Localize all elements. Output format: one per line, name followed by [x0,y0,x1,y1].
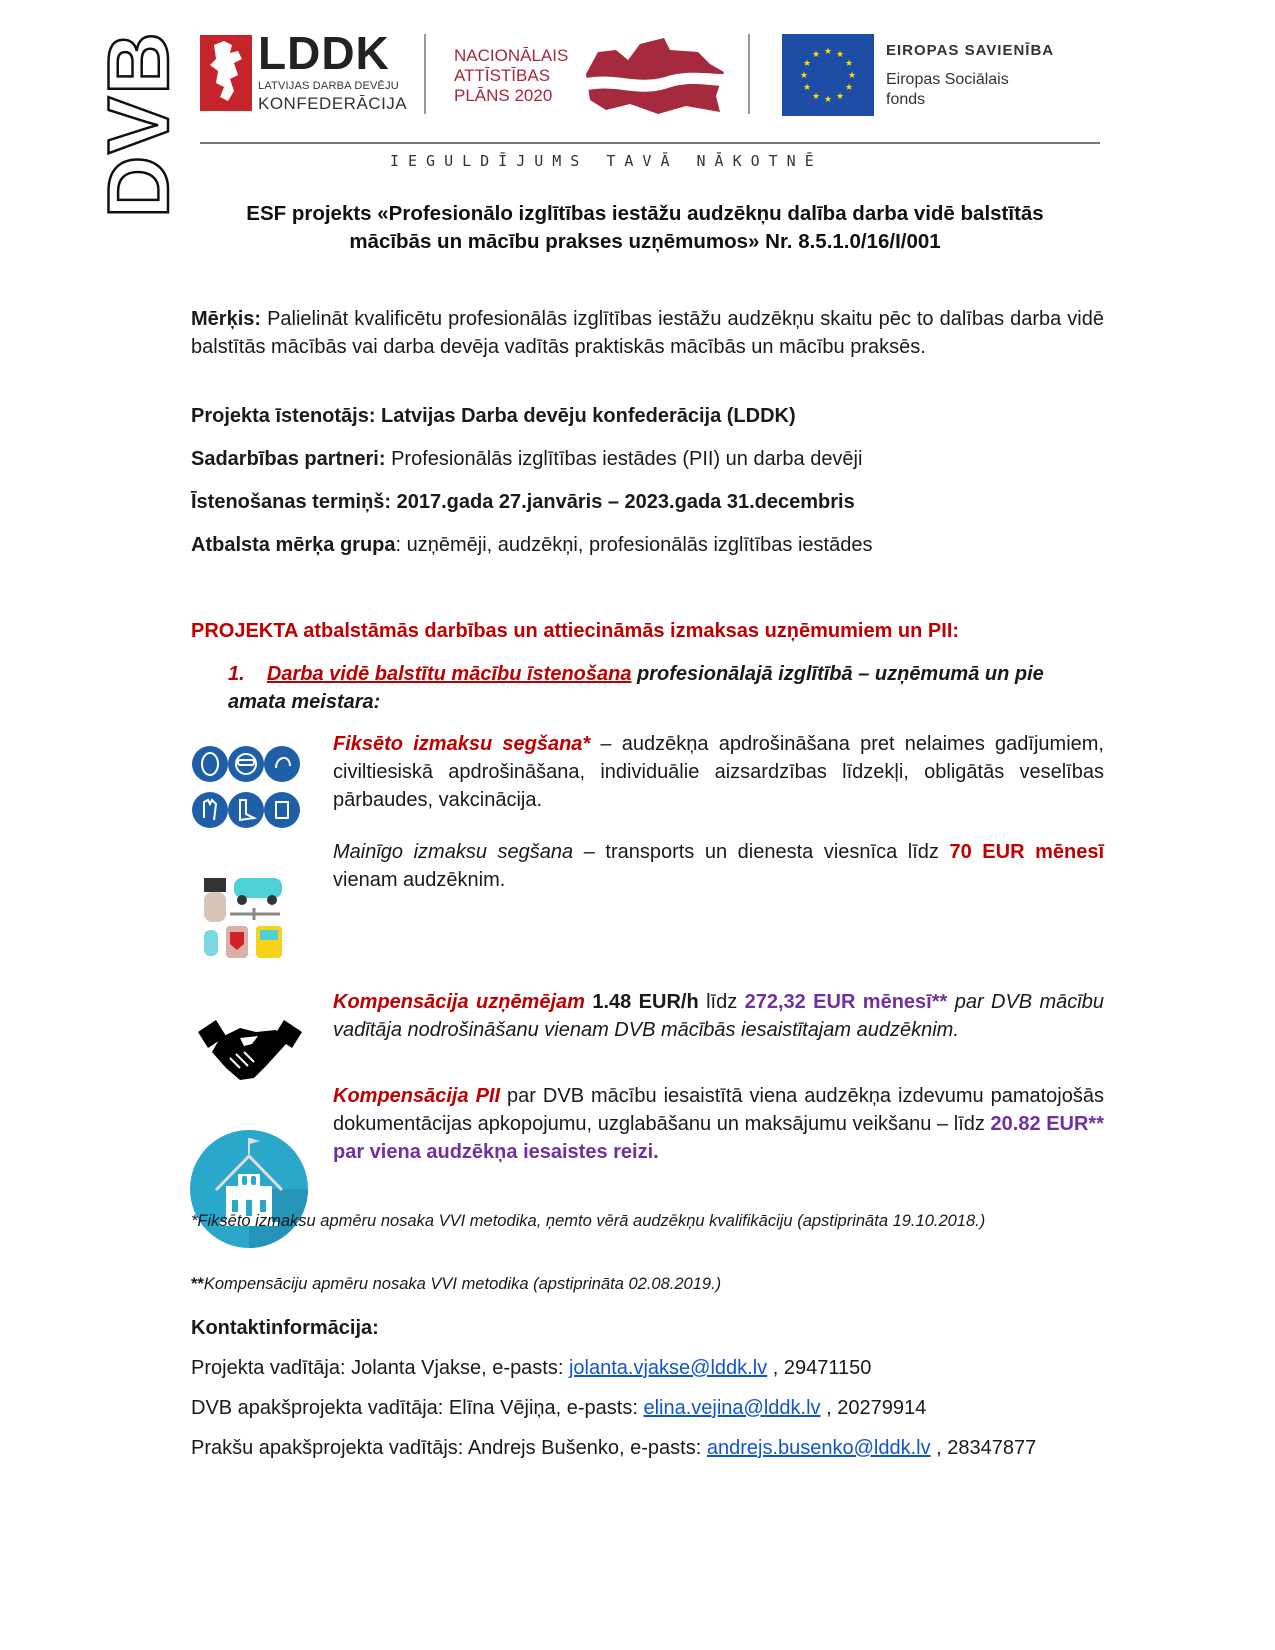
lddk-logo-title: LDDK [258,27,390,79]
term-text: Īstenošanas termiņš: 2017.gada 27.janvāris – 2023.gada 31.decembris [191,491,855,513]
contacts-heading [191,1314,1104,1342]
svg-text:★: ★ [823,47,833,57]
nap-line-1: NACIONĀLAIS [454,46,569,65]
benefit-3-mid: līdz [698,991,745,1013]
term [191,488,1104,516]
target-group [191,531,1104,559]
benefit-2-text: – transports un dienesta viesnīca līdz [573,841,950,863]
footnote-2 [191,1273,1104,1296]
title-line-1: ESF projekts «Profesionālo izglītības iestāžu audzēkņu dalība darba vidē balstītās [246,202,1044,225]
transport-icon [200,872,296,973]
contact-2-phone: , 20279914 [820,1397,927,1419]
item-link: Darba vidē balstītu mācību īstenošana [266,663,632,685]
nap-line-3: PLĀNS 2020 [454,86,553,105]
dvb-side-label: DVB [91,30,187,218]
benefit-variable-costs [333,838,1104,894]
lddk-logo-subtitle-2: KONFEDERĀCIJA [258,94,408,113]
title-line-2: mācībās un mācību prakses uzņēmumos» Nr. 8.5.1.0/16/I/001 [349,230,941,253]
document-title [180,200,1110,256]
contact-row [191,1394,1104,1422]
item-number: 1. [228,663,245,685]
contact-row [191,1434,1104,1462]
lddk-logo-subtitle-1: LATVIJAS DARBA DEVĒJU [258,80,399,92]
implementer-text: Projekta īstenotājs: Latvijas Darba devēju konfederācija (LDDK) [191,405,796,427]
latvia-map-flag-icon [578,34,728,123]
svg-text:★: ★ [835,50,845,60]
section-heading-rest: atbalstāmās darbības un attiecināmās izmaksas uzņēmumiem un PII: [303,620,960,642]
benefit-3-title: Kompensācija uzņēmējam [333,991,585,1013]
contact-row [191,1354,1104,1382]
goal-text: Palielināt kvalificētu profesionālās izglītības iestāžu audzēkņu skaitu pēc to dalības darba vidē balstītās mācībās vai darba devēja vadītās praktiskās mācībās un mācību praksēs. [191,308,1104,358]
contact-3-email-link[interactable]: andrejs.busenko@lddk.lv [706,1437,931,1459]
school-icon [190,1130,308,1253]
benefit-3-rate: 1.48 EUR/h [592,991,699,1013]
benefit-employer-compensation [333,988,1104,1044]
contact-1-prefix: Projekta vadītāja: Jolanta Vjakse, e-pasts: [191,1357,569,1379]
logo-divider-2 [748,34,750,114]
svg-text:★: ★ [799,71,809,81]
benefit-1-title: Fiksēto izmaksu segšana* [333,733,591,755]
svg-text:★: ★ [844,59,854,69]
benefit-2-tail: vienam audzēknim. [333,869,506,891]
implementer [191,402,1104,430]
goal-paragraph [191,305,1104,361]
svg-text:★: ★ [847,71,857,81]
target-label: Atbalsta mērķa grupa [191,534,396,556]
goal-label: Mērķis: [191,308,262,330]
contact-2-prefix: DVB apakšprojekta vadītāja: Elīna Vējiņa, e-pasts: [191,1397,644,1419]
eu-fund-text [886,70,1009,110]
partners-label: Sadarbības partneri: [191,448,386,470]
item-colon: : [373,691,381,713]
eu-title: EIROPAS SAVIENĪBA [886,42,1055,59]
item-rest: profesionālajā izglītībā – uzņēmumā un pie amata meistara [228,663,1044,713]
svg-text:★: ★ [823,95,833,105]
contact-3-prefix: Prakšu apakšprojekta vadītājs: Andrejs Bušenko, e-pasts: [191,1437,707,1459]
benefit-2-title: Mainīgo izmaksu segšana [333,841,574,863]
header-rule [200,142,1100,144]
benefit-2-amount: 70 EUR mēnesī [949,841,1105,863]
handshake-icon [196,1018,304,1087]
contact-1-phone: , 29471150 [767,1357,872,1379]
svg-text:★: ★ [811,50,821,60]
eu-fund-line-1: Eiropas Sociālais [886,71,1009,88]
ppe-safety-signs-icon [192,742,300,841]
benefit-3-amount: 272,32 EUR mēnesī** [744,991,948,1013]
benefit-4-amount: 20.82 EUR** par viena audzēkņa iesaistes reizi. [333,1113,1104,1163]
svg-text:★: ★ [811,92,821,102]
nap-2020-logo-text [454,46,568,106]
benefit-3-tail: par DVB mācību vadītāja nodrošināšanu vienam DVB mācībās iesaistītajam audzēknim. [333,991,1104,1041]
target-text: : uzņēmēji, audzēkņi, profesionālās izglītības iestādes [395,534,873,556]
benefit-1-text: – audzēkņa apdrošināšana pret nelaimes gadījumiem, civiltiesiskā apdrošināšana, individuālie aizsardzības līdzekļi, obligātās veselības pārbaudes, vakcinācija. [333,733,1104,811]
section-item-1 [228,660,1104,716]
section-heading-bold: PROJEKTA [191,620,298,642]
svg-text:★: ★ [844,83,854,93]
eu-flag-icon [782,34,874,116]
lddk-lion-logo-icon [200,35,252,111]
svg-text:★: ★ [802,83,812,93]
footnote-1: *Fiksēto izmaksu apmēru nosaka VVI metodika, ņemto vērā audzēkņu kvalifikāciju (apstiprināta 19.10.2018.) [191,1212,986,1230]
svg-text:★: ★ [802,59,812,69]
section-heading [191,617,1104,645]
nap-line-2: ATTĪSTĪBAS [454,66,551,85]
partners [191,445,1104,473]
tagline: IEGULDĪJUMS TAVĀ NĀKOTNĒ [390,152,823,170]
benefit-pii-compensation [333,1082,1104,1166]
contacts-heading-text: Kontaktinformācija: [191,1317,379,1339]
eu-fund-line-2: fonds [886,91,926,108]
contact-2-email-link[interactable]: elina.vejina@lddk.lv [643,1397,821,1419]
logo-divider [424,34,426,114]
footnote-2-text: Kompensāciju apmēru nosaka VVI metodika (apstiprināta 02.08.2019.) [203,1275,722,1293]
contact-1-email-link[interactable]: jolanta.vjakse@lddk.lv [568,1357,768,1379]
benefit-fixed-costs [333,730,1104,814]
benefit-4-text: par DVB mācību iesaistītā viena audzēkņa izdevumu pamatojošās dokumentācijas apkopojumu, uzglabāšanu un maksājumu veikšanu – līdz [333,1085,1104,1135]
contact-3-phone: , 28347877 [930,1437,1037,1459]
svg-text:★: ★ [835,92,845,102]
footnote-2-stars: ** [191,1275,204,1293]
benefit-4-title: Kompensācija PII [333,1085,501,1107]
partners-text: Profesionālās izglītības iestādes (PII) un darba devēji [391,448,863,470]
